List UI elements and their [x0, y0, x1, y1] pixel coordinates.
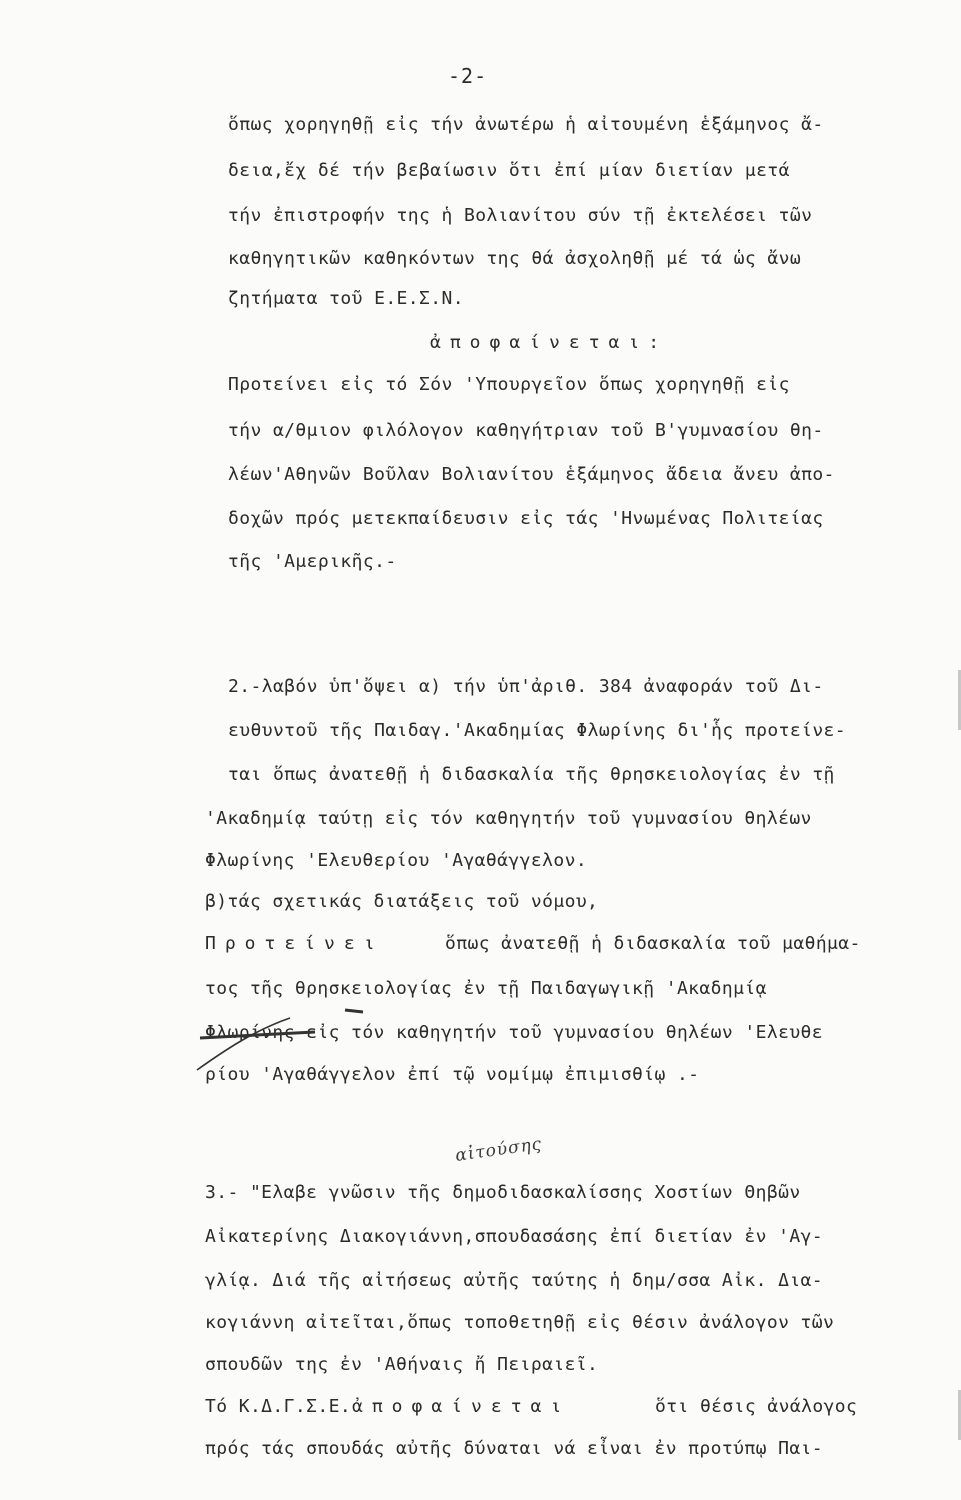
item-2-proposal-line-3: ρίου 'Αγαθάγγελον ἐπί τῷ νομίμῳ ἐπιμισθίῳ .- [205, 1064, 700, 1085]
paragraph-1-line-3: τήν ἐπιστροφήν της ἡ Βολιανίτου σύν τῇ ἐκτελέσει τῶν [228, 205, 813, 226]
item-3-line-6c: ὅτι θέσις ἀνάλογος [655, 1396, 858, 1417]
item-2-proposal-line-1: τος τῆς θρησκειολογίας ἐν τῇ Παιδαγωγικῇ 'Ακαδημίᾳ [205, 978, 767, 999]
paragraph-1-line-1: ὅπως χορηγηθῇ εἰς τήν ἀνωτέρω ἡ αἰτουμένη ἑξάμηνος ἄ- [228, 114, 824, 135]
item-3-line-6a: Τό Κ.Δ.Γ.Σ.Ε. [205, 1396, 352, 1417]
handwritten-insertion: αἰτούσης [454, 1134, 544, 1166]
paragraph-1-line-5: ζητήματα τοῦ Ε.Ε.Σ.Ν. [228, 288, 464, 309]
item-3-line-2: Αἰκατερίνης Διακογιάννη,σπουδασάσης ἐπί διετίαν ἐν 'Αγ- [205, 1226, 824, 1247]
item-3-line-7: πρός τάς σπουδάς αὐτῆς δύναται νά εἶναι ἐν προτύπῳ Παι- [205, 1438, 824, 1459]
decision-1-line-1: Προτείνει εἰς τό Σόν 'Υπουργεῖον ὅπως χορηγηθῇ εἰς [228, 374, 790, 395]
decision-heading: ἀποφαίνεται: [430, 332, 669, 353]
decision-1-line-2: τήν α/θμιον φιλόλογον καθηγήτριαν τοῦ Β'γυμνασίου θη- [228, 420, 824, 441]
item-2-proposal-word: Προτείνει [205, 933, 384, 954]
item-2-line-6: β)τάς σχετικάς διατάξεις τοῦ νόμου, [205, 891, 599, 912]
item-2-line-2: ευθυντοῦ τῆς Παιδαγ.'Ακαδημίας Φλωρίνης δι'ἧς προτείνε- [228, 720, 847, 741]
item-2-line-1: 2.-λαβόν ὑπ'ὄψει α) τήν ὑπ'ἀριθ. 384 ἀναφοράν τοῦ Δι- [228, 676, 824, 697]
item-3-line-5: σπουδῶν της ἐν 'Αθήναις ἤ Πειραιεῖ. [205, 1354, 599, 1375]
paragraph-1-line-4: καθηγητικῶν καθηκόντων της θά ἀσχοληθῇ μέ τά ὡς ἄνω [228, 248, 802, 269]
item-2-proposal-line-2: Φλωρίνης εἰς τόν καθηγητήν τοῦ γυμνασίου θηλέων 'Ελευθε [205, 1022, 824, 1043]
decision-1-line-4: δοχῶν πρός μετεκπαίδευσιν εἰς τάς 'Ηνωμένας Πολιτείας [228, 508, 824, 529]
item-3-line-4: κογιάννη αἰτεῖται,ὅπως τοποθετηθῇ εἰς θέσιν ἀνάλογον τῶν [205, 1312, 835, 1333]
item-3-line-1: 3.- "Ελαβε γνῶσιν τῆς δημοδιδασκαλίσσης Χοστίων Θηβῶν [205, 1182, 801, 1203]
item-3-line-3: γλίᾳ. Διά τῆς αἰτήσεως αὐτῆς ταύτης ἡ δημ/σσα Αἰκ. Δια- [205, 1270, 824, 1291]
item-2-line-5: Φλωρίνης 'Ελευθερίου 'Αγαθάγγελον. [205, 850, 588, 871]
strikethrough-scribble [195, 1010, 365, 1080]
decision-1-line-3: λέων'Αθηνῶν Βοῦλαν Βολιανίτου ἑξάμηνος ἄδεια ἄνευ ἀπο- [228, 464, 835, 485]
item-2-line-4: 'Ακαδημίᾳ ταύτῃ εἰς τόν καθηγητήν τοῦ γυμνασίου θηλέων [205, 808, 812, 829]
paragraph-1-line-2: δεια,ἔχ δέ τήν βεβαίωσιν ὅτι ἐπί μίαν διετίαν μετά [228, 160, 790, 181]
item-3-line-6b: ἀποφαίνεται [352, 1396, 571, 1417]
decision-1-line-5: τῆς 'Αμερικῆς.- [228, 551, 397, 572]
item-2-proposal-rest: ὅπως ἀνατεθῇ ἡ διδασκαλία τοῦ μαθήμα- [445, 933, 861, 954]
item-2-line-3: ται ὅπως ἀνατεθῇ ἡ διδασκαλία τῆς θρησκειολογίας ἐν τῇ [228, 764, 835, 785]
page-number: -2- [448, 64, 488, 88]
